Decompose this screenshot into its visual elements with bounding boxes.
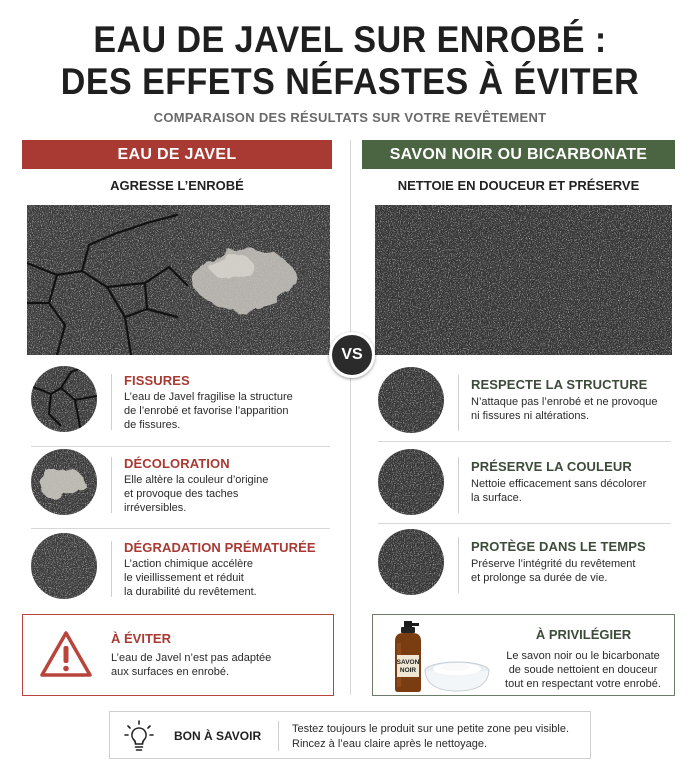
bleach-tagline: AGRESSE L’ENROBÉ — [110, 178, 244, 193]
feature-title: RESPECTE LA STRUCTURE — [471, 377, 648, 392]
feature-premature-degradation — [31, 533, 331, 613]
feature-description: L’action chimique accélère le vieillissement et réduit la durabilité du revêtement. — [124, 558, 257, 598]
tip-line-1: Testez toujours le produit sur une petite zone peu visible. — [292, 723, 569, 735]
avoid-box — [22, 614, 334, 696]
feature-cracks — [31, 366, 331, 446]
feature-title: PRÉSERVE LA COULEUR — [471, 459, 632, 474]
protection-thumbnail — [378, 529, 444, 595]
center-divider — [350, 140, 351, 695]
feature-description: Elle altère la couleur d’origine et provoque des taches irréversibles. — [124, 474, 269, 514]
feature-preserves-color — [378, 449, 675, 529]
degradation-thumbnail — [31, 533, 97, 599]
feature-description: L’eau de Javel fragilise la structure de l’enrobé et favorise l’apparition de fissures. — [124, 391, 293, 431]
page-title-line-2: DES EFFETS NÉFASTES À ÉVITER — [60, 61, 640, 102]
tip-line-2: Rincez à l’eau claire après le nettoyage. — [292, 738, 488, 750]
bicarbonate-bowl-icon — [425, 662, 489, 691]
cracks-thumbnail — [31, 366, 97, 432]
svg-text:SAVON: SAVON — [396, 659, 420, 666]
feature-respects-structure — [378, 367, 675, 447]
prefer-title: À PRIVILÉGIER — [535, 627, 632, 642]
versus-badge: VS — [329, 332, 375, 378]
bleach-header-banner: EAU DE JAVEL — [22, 140, 332, 169]
tip-title: BON À SAVOIR — [174, 729, 262, 743]
svg-text:NOIR: NOIR — [399, 667, 417, 674]
feature-protects-over-time — [378, 529, 675, 609]
feature-title: FISSURES — [124, 373, 190, 388]
clean-asphalt-photo — [375, 205, 672, 355]
feature-description: Nettoie efficacement sans décolorer la surface. — [471, 478, 647, 504]
lightbulb-icon — [124, 720, 154, 752]
feature-title: PROTÈGE DANS LE TEMPS — [471, 539, 646, 554]
avoid-description: L’eau de Javel n’est pas adaptée aux surfaces en enrobé. — [111, 652, 272, 678]
damaged-asphalt-photo — [27, 205, 330, 355]
warning-icon — [39, 629, 93, 679]
prefer-box — [372, 614, 675, 696]
discoloration-thumbnail — [31, 449, 97, 515]
feature-description: N’attaque pas l’enrobé et ne provoque ni fissures ni altérations. — [471, 396, 658, 422]
feature-title: DÉGRADATION PRÉMATURÉE — [124, 540, 316, 555]
prefer-description: Le savon noir ou le bicarbonate de soude nettoient en douceur tout en respectant votre enrobé. — [505, 650, 661, 690]
feature-description: Préserve l’intégrité du revêtement et prolonge sa durée de vie. — [471, 558, 636, 584]
page-title-line-1: EAU DE JAVEL SUR ENROBÉ : — [93, 19, 607, 60]
avoid-title: À ÉVITER — [111, 631, 171, 646]
tip-box — [109, 711, 591, 759]
page-subtitle: COMPARAISON DES RÉSULTATS SUR VOTRE REVÊTEMENT — [153, 110, 547, 125]
feature-title: DÉCOLORATION — [124, 456, 230, 471]
soap-header-banner: SAVON NOIR OU BICARBONATE — [362, 140, 675, 169]
soap-tagline: NETTOIE EN DOUCEUR ET PRÉSERVE — [397, 178, 640, 193]
color-thumbnail — [378, 449, 444, 515]
structure-thumbnail — [378, 367, 444, 433]
feature-discoloration — [31, 449, 331, 529]
